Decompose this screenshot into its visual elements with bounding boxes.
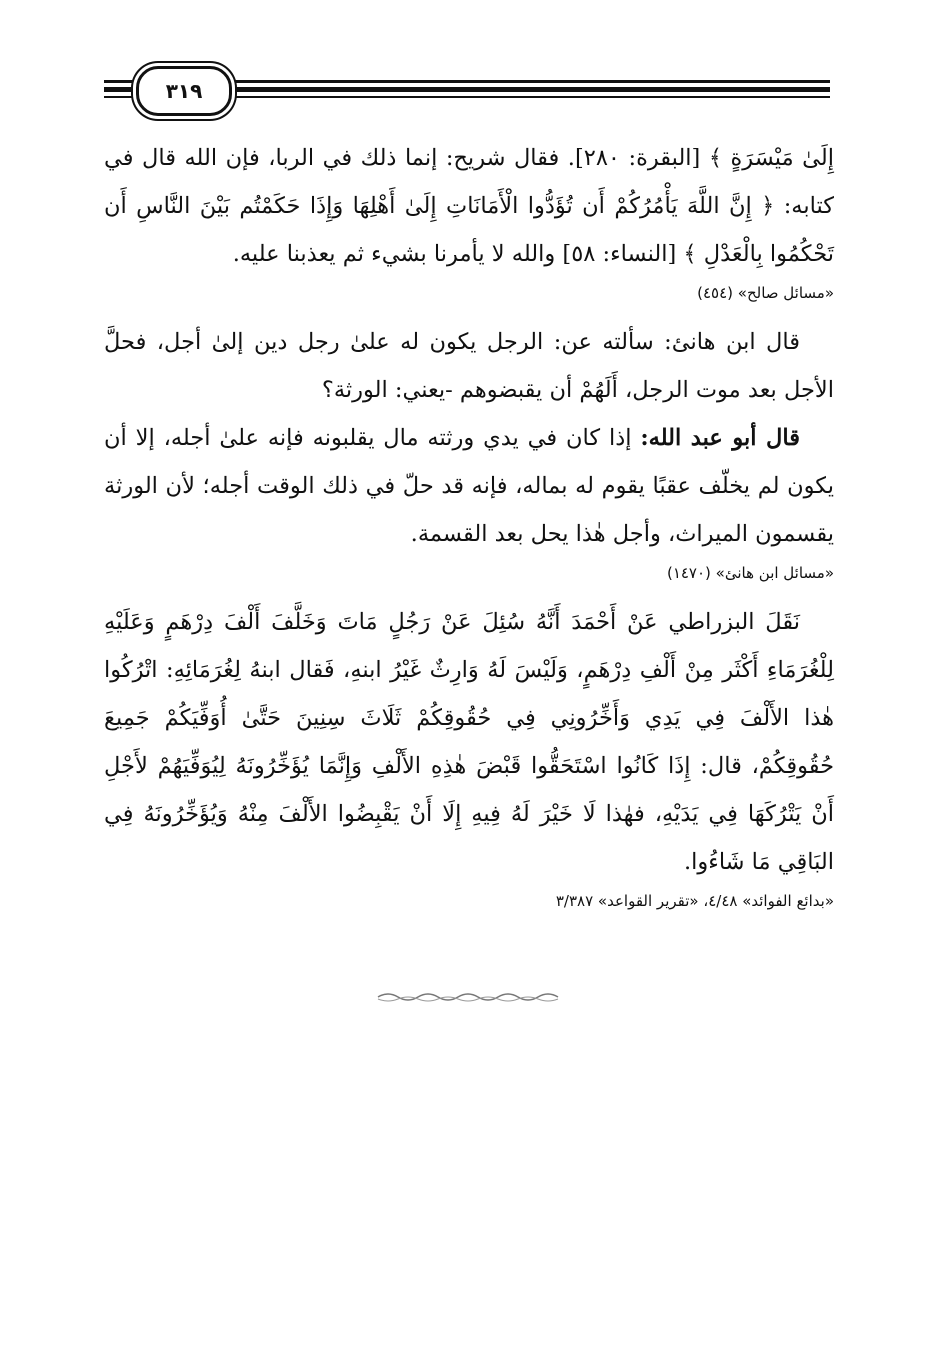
paragraph-text: إذا كان في يدي ورثته مال يقلبونه فإنه علىٰ أجله، إلا أن يكون لم يخلّف عقبًا يقوم له بماله، فإنه قد حلّ في ذلك الوقت أجله؛ لأن الورثة يقسمون الميراث، وأجل هٰذا يحل بعد القسمة. [104, 425, 834, 547]
page-body [104, 134, 834, 926]
source-reference: «مسائل ابن هانئ» (١٤٧٠) [666, 564, 834, 582]
page-header [104, 66, 830, 114]
source-reference: «بدائع الفوائد» ٤/٤٨، «تقرير القواعد» ٣/٣٨٧ [555, 892, 834, 910]
paragraph: إِلَىٰ مَيْسَرَةٍ ﴾ [البقرة: ٢٨٠]. فقال شريح: إنما ذلك في الربا، فإن الله قال في كتابه: ﴿ إِنَّ اللَّهَ يَأْمُرُكُمْ أَن تُؤَدُّوا الْأَمَانَاتِ إِلَىٰ أَهْلِهَا وَإِذَا حَكَمْتُم بَيْنَ النَّاسِ أَن تَحْكُمُوا بِالْعَدْلِ ﴾ [النساء: ٥٨] والله لا يأمرنا بشيء ثم يعذبنا عليه. [104, 145, 834, 267]
section-end-ornament [376, 990, 560, 1004]
paragraph: قال ابن هانئ: سألته عن: الرجل يكون له علىٰ رجل دين إلىٰ أجل، فحلَّ الأجل بعد موت الرجل، أَلَهُمْ أن يقبضوهم -يعني: الورثة؟ [104, 329, 834, 403]
paragraph [104, 414, 834, 558]
speaker-label: قال أبو عبد الله: [640, 425, 800, 451]
source-reference: «مسائل صالح» (٤٥٤) [697, 284, 834, 302]
page-number: ٣١٩ [136, 66, 232, 116]
paragraph: نَقَلَ البزراطي عَنْ أَحْمَدَ أَنَّهُ سُئِلَ عَنْ رَجُلٍ مَاتَ وَخَلَّفَ أَلْفَ دِرْهَمٍ وَعَلَيْهِ لِلْغُرَمَاءِ أَكْثَر مِنْ أَلْفِ دِرْهَمٍ، وَلَيْسَ لَهُ وَارِثٌ غَيْرُ ابنهِ، فَقال ابنهُ لِغُرَمَائِهِ: اتْرُكُوا هٰذا الأَلْفَ فِي يَدِي وَأَخِّرُونِي فِي حُقُوقِكُمْ ثَلَاثَ سِنِينَ حَتَّىٰ أُوَفِّيَكُمْ جَمِيعَ حُقُوقِكُمْ، قال: إِذَا كَانُوا اسْتَحَقُّوا قَبْضَ هٰذِهِ الأَلْفِ وَإِنَّمَا يُؤَخِّرُونَهُ لِيُوَفِّيَهُمْ لأَجْلِ أَنْ يَتْرُكَهَا فِي يَدَيْهِ، فهٰذا لَا خَيْرَ لَهُ فِيهِ إِلَا أَنْ يَقْبِضُوا الأَلْفَ مِنْهُ وَيُؤَخِّرُونَهُ فِي البَاقِي مَا شَاءُوا. [104, 609, 834, 875]
